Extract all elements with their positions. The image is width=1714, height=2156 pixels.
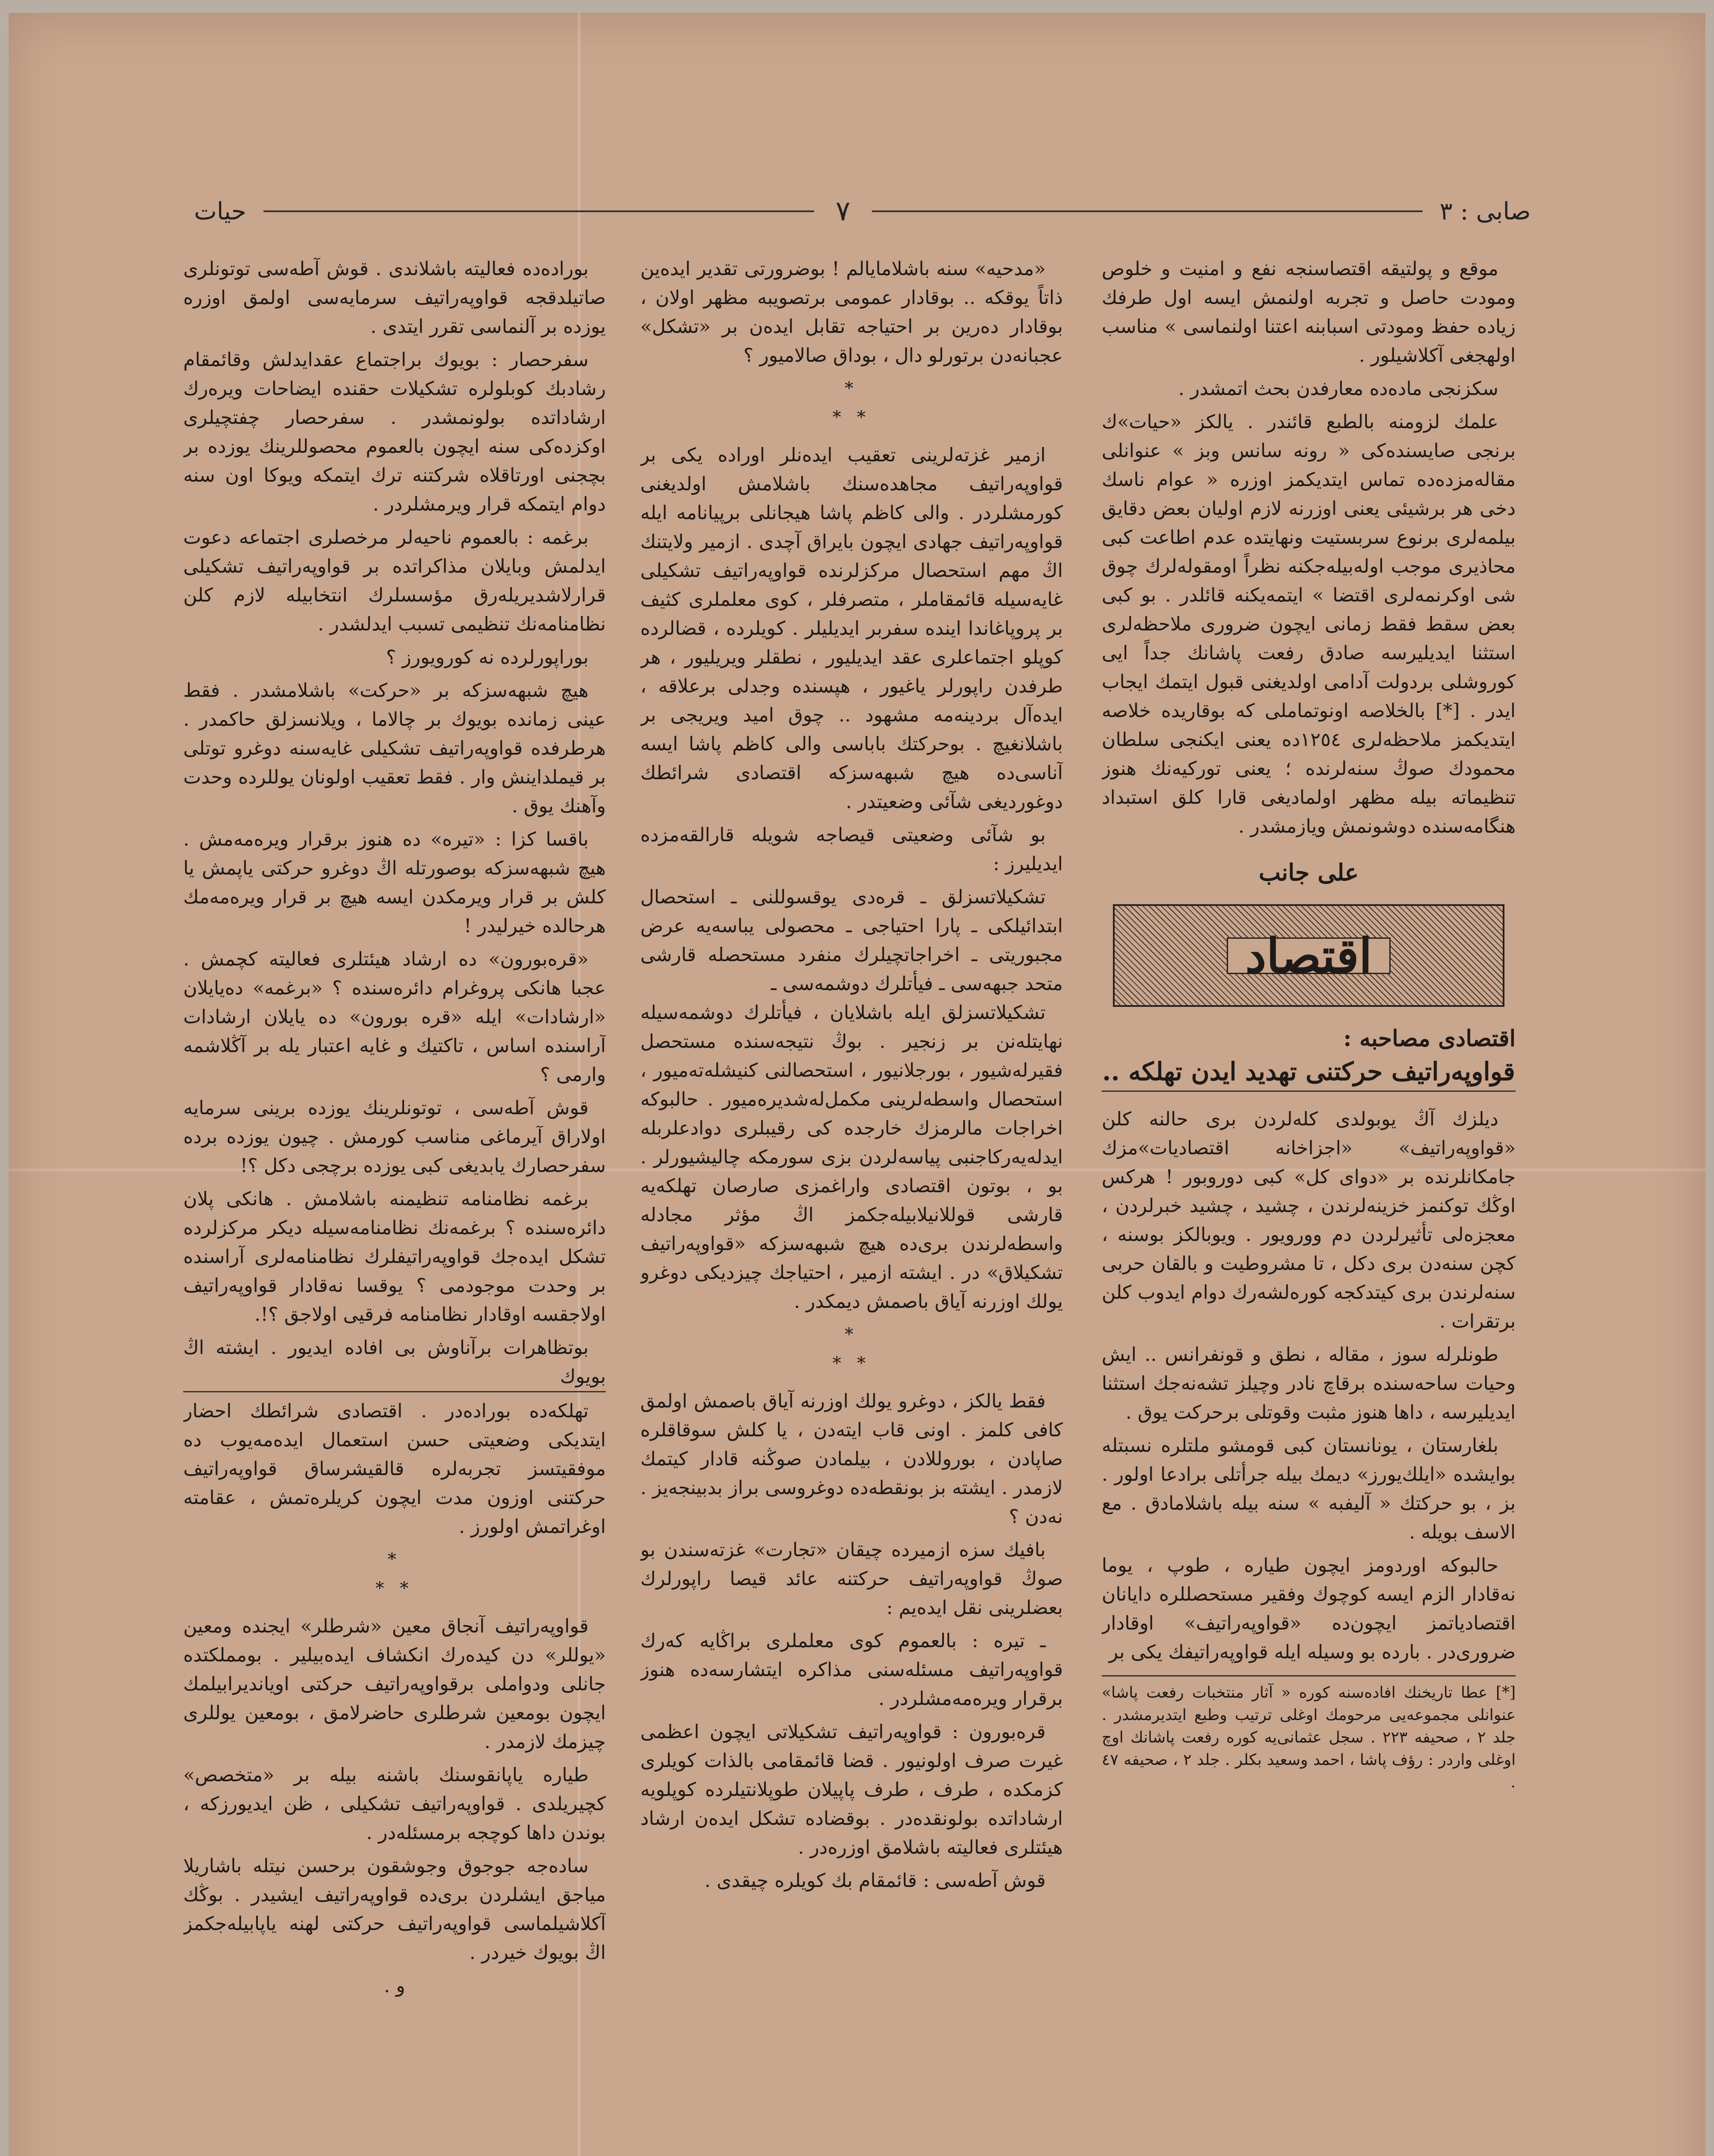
paragraph: بو شآئى وضعيتى قيصاجه شويله قارالقه‌مزده ايديليرز :	[640, 824, 1063, 875]
header-issue: صابى : ٣	[1439, 197, 1531, 226]
paragraph: طونلرله سوز ، مقاله ، نطق و قونفرانس .. ايش وحيات ساحه‌سنده برقاچ نادر وچيلز تشه‌نه‌جك استثنا ايديليرسه ، داها هنوز مثبت وقوتلى برحركت يوق .	[1102, 1344, 1516, 1423]
paragraph: موقع و پولتيقه اقتصاسنجه نفع و امنيت و خلوص ومودت حاصل و تجربه اولنمش ايسه اول طرفك زياده حفظ ومودتى اسبابنه اعتنا اولنماسى » مناسب اولهجغى آكلاشيلور .	[1102, 258, 1516, 367]
paragraph: باقسا كزا : «تيره» ده هنوز برقرار ويره‌مه‌مش . هيچ شبهه‌سزكه بوصورتله اڭ دوغرو حركتى ياپمش يا كلش بر قرار ويرمكدن ايسه هيچ بر قرار ويره‌مه‌مك هرحالده خيرليدر !	[183, 828, 606, 937]
paragraph: بلغارستان ، يونانستان كبى قومشو ملتلره نسبتله بوايشده «ايلك‌يورز» ديمك بيله جرأتلى برادعا اولور . بز ، بو حركتك « آليفبه » سنه بيله باشلامادق . مع الاسف بويله .	[1102, 1435, 1516, 1543]
paragraph: هيچ شبهه‌سزكه بر «حركت» باشلامشدر . فقط عينى زمانده بويوك بر چالاما ، ويلانسزلق حاكمدر . هرطرفده قواوپه‌راتيف تشكيلى غايه‌سنه دوغرو توتلى بر قيملداينش وار . فقط تعقيب اولونان يوللرده وحدت وآهنك يوق .	[183, 680, 606, 817]
paragraph: ـ تيره : بالعموم كوى معلملرى براڭايه كه‌رك قواوپه‌راتيف مسئله‌سنى مذاكره ايتشارسه‌ده هنوز برقرار ويره‌مه‌مشلردر .	[640, 1630, 1063, 1710]
article-headline: قواوپه‌راتيف حركتنى تهديد ايدن تهلكه ..	[1102, 1057, 1516, 1092]
end-mark: و .	[384, 1975, 405, 1997]
column-middle	[640, 254, 1063, 2156]
paragraph: طياره ياپانقوسنك باشنه بيله بر «متخصص» كچيريلدى . قواوپه‌راتيف تشكيلى ، ظن ايديورزكه ، بوندن داها كوچجه برمسئله‌در .	[183, 1764, 606, 1844]
paragraph: سفرحصار : بويوك براجتماع عقدايدلش وقائمقام رشادبك كوبلولره تشكيلات حقنده ايضاحات ويره‌رك ارشاداتده بولونمشدر . سفرحصار چفتچيلرى اوكزده‌كى سنه ايچون بالعموم محصوللرينك يوزده بر بچجنى اورتاقلاه شركتنه ترك ايتمكه ويوكا اون سنه دوام ايتمكه قرار ويرمشلردر .	[183, 349, 606, 515]
paragraph: برغمه : بالعموم ناحيه‌لر مرخصلرى اجتماعه دعوت ايدلمش وبايلان مذاكراتده بر قواوپه‌راتيف تشكيلى قرارلاشديريلەرق مؤسسلرك انتخابيله لازم كلن نظامنامه‌نك تنظيمى تسبب ايدلشدر .	[183, 526, 606, 635]
paragraph: «قره‌بورون» ده ارشاد هيئتلرى فعاليته كچمش . عجبا هانكى پروغرام دائره‌سنده ؟ «برغمه» ده‌يايلان «ارشادات» ايله «قره بورون» ده يايلان ارشادات آراسنده اساس ، تاكتيك و غايه اعتبار يله بر آڭلاشمه وارمى ؟	[183, 948, 606, 1086]
section-masthead	[1113, 904, 1504, 1007]
section-separator: * * *	[832, 1325, 871, 1373]
paragraph: قوش آطه‌سى : قائمقام بك كويلره چيقدى .	[704, 1870, 1046, 1892]
paragraph: علمك لزومنه بالطبع قائندر . يالكز «حيات»ك برنجى صايسنده‌كى « رونه سانس وبز » عنوانلى مقاله‌مزده‌ده تماس ايتديكمز اوزره « عوام ناسك دخى هر برشيئى يعنى اوزرنه لازم اوليان بعض دقايق بيلمه‌لرى برنوع سربستيت ونهايتده عدم اطاعت كبى محاذيرى موجب اوله‌بيله‌جكنه نظراً اومقوله‌لرك چوق شى اوكرنمه‌لرى اقتضا » ايتمه‌يكنه قائلدر . بو كبى بعض سقط فقط زمانى ايچون ضرورى ملاحظه‌لرى استثنا ايديليرسه صادق رفعت پاشانك جداً ايى كوروشلى بردولت آدامى اولديغنى قبول ايتمك ايجاب ايدر . [*] بالخلاصه اونوتماملى كه بوقاريده خلاصه ايتديكمز ملاحظه‌لرى ١٢٥٤ده يعنى ايكنجى سلطان محمودك صوڭ سنه‌لرنده ؛ يعنى توركيه‌نك هنوز تنظيماته بيله مظهر اولماديغى قارا كلق استبداد هنگامه‌سنده دوشونمش ويازمشدر .	[1102, 411, 1516, 837]
column-left	[183, 254, 606, 2156]
paragraph: ديلزك آڭ يوبولدى كله‌لردن برى حالنه كلن «قواوپه‌راتيف» «اجزاخانه اقتصاديات»مزك جامكانلرنده بر «دواى كل» كبى دوروبور ! هركس اوڭك توكنمز خزينه‌لرندن ، چشيد ، چشيد خبرلردن ، معجزه‌لى تأثيرلردن دم وورويور . ويوبالكز بوسنه ، كچن سنه‌دن برى دكل ، تا مشروطيت و بالقان حربى سنه‌لرندن برى كيتدكجه كوره‌لشه‌رك دوام ايدوب كلن برتقرات .	[1102, 1108, 1516, 1332]
paragraph: ازمير غزته‌لرينى تعقيب ايده‌نلر اوراده يكى بر قواوپه‌راتيف مجاهده‌سنك باشلامش اولديغنى كورمشلردر . والى كاظم پاشا هيجانلى برپيانامه ايله قواوپه‌راتيف جهادى ايچون بايراق آچدى . ازمير ولايتنك اڭ مهم استحصال مركزلرنده قواوپه‌راتيف تشكيلى غايه‌سيله قائمقاملر ، متصرفلر ، كوى معلملرى كثيف بر پروپاغاندا اينده سفربر ايديليلر . كويلرده ، قضالرده كوپلو اجتماعلرى عقد ايديليور ، نطقلر ويريليور ، هر طرفدن راپورلر ياغيور ، هپسنده وجدلى برعلاقه ، ايده‌آل بردينه‌مه مشهود .. چوق اميد ويريجى بر باشلانغيچ . بوحركتك بابا‌سى والى كاظم پاشا ايسه آناسى‌ده هيچ شبهه‌سزكه اقتصادى شرائطك دوغورديغى شآئى وضعيتدر .	[640, 444, 1063, 813]
header-journal-title: حيات	[194, 197, 247, 226]
paragraph: بوراده‌ده فعاليته باشلاندى . قوش آطه‌سى توتونلرى صاتيلدقجه قواوپه‌راتيف سرمايه‌سى اولمق اوزره يوزده بر آلنماسى تقرر ايتدى .	[183, 258, 606, 338]
paragraph: تهلكه‌ده بوراده‌در . اقتصادى شرائطك احضار ايتديكى وضعيتى حسن استعمال ايده‌مه‌يوب ده موفقيتسز تجربه‌لره قالقيشرساق قواوپه‌راتيف حركتنى اوزون مدت ايچون كريلره‌تمش ، عقامته اوغراتمش اولورز .	[183, 1400, 606, 1538]
section-separator: * * *	[375, 1550, 414, 1598]
paragraph: قواوپه‌راتيف آنجاق معين «شرطلر» ايجنده ومعين «يوللر» دن كيده‌رك انكشاف ايده‌بيلير . بومملكتده جانلى ودواملى برقواوپه‌راتيف حركتى اويانديرابيلمك ايچون بومعين شرطلرى حاضرلامق ، بومعين يوللرى چيزمك لازمدر .	[183, 1615, 606, 1753]
paragraph: بوراپورلرده نه كورويورز ؟	[386, 646, 589, 668]
section-masthead-title: اقتصاد	[1227, 937, 1391, 974]
paragraph: فقط يالكز ، دوغرو يولك اوزرنه آياق باصمش اولمق كافى كلمز . اونى قاب ايته‌دن ، يا كلش سوقاقلره صاپادن ، بوروللادن ، بيلمادن صوڭنه قادار كيتمك لازمدر . ايشته بز بونقطه‌ده دوغروسى براز بدبينجه‌يز . نه‌دن ؟	[640, 1390, 1063, 1528]
article-subheading: اقتصادى مصاحبه :	[1343, 1025, 1516, 1052]
column-right	[1102, 254, 1516, 2156]
paragraph: تشكيلاتسزلق ـ قره‌دى يوقسوللنى ـ استحصال ابتدائيلكى ـ پارا احتياجى ـ محصولى يباسه‌يه عرض مجبوريتى ـ اخراجاتچيلرك منفرد مستحصله قارشى متحد جبهه‌سى ـ فيأتلرك دوشمه‌سى ـ	[640, 886, 1063, 995]
header-rule	[872, 210, 1422, 212]
paragraph: برغمه نظامنامه تنظيمنه باشلامش . هانكى پلان دائره‌سنده ؟ برغمه‌نك نظامنامه‌سيله ديكر مركزلرده تشكل ايدەجك قواوپه‌راتيفلرك نظامنامه‌لرى آراسنده بر وحدت موجودمى ؟ يوقسا نه‌قادار قواوپه‌راتيف اولاجقسه اوقادار نظامنامه فرقيى اولاجق ؟!.	[183, 1188, 606, 1326]
paragraph: قره‌بورون : قواوپه‌راتيف تشكيلاتى ايچون اعظمى غيرت صرف اولونيور . قضا قائمقامى بالذات كويلرى كزمكده ، طرف ، طرف پاپيلان طوپلانتيلرده كوپلويه ارشاداتده بولونقده‌در . بوقضاده تشكل ايدەن ارشاد هيئتلرى فعاليته باشلامق اوزره‌در .	[640, 1721, 1063, 1858]
newspaper-page	[9, 13, 1705, 2156]
paragraph: «مدحيه» سنه باشلامايالم ! بوضرورتى تقدير ايده‌ين ذاتاً يوقكه .. بوقادار عمومى برتصويبه مظهر اولان ، بوقادار دەرين بر احتياجه تقابل ايدەن بر «تشكل» عجبانه‌دن برتورلو دال ، بوداق صالاميور ؟	[640, 258, 1063, 367]
paragraph: ساده‌جه جوجوق وجوشقون برحسن نيتله باشاريلا مياجق ايشلردن برى‌ده قواوپه‌راتيف ايشيدر . بوڭك آكلاشيلماسى قواوپه‌راتيف حركتى لهنه ياپابيله‌جكمز اڭ بويوك خيردر .	[183, 1855, 606, 1964]
header-page-number: ٧	[835, 195, 851, 227]
footnote: [*] عطا تاريخنك افاده‌سنه كوره « آثار منتخبات رفعت پاشا» عنوانلى مجموعه‌يى مرحومك اوغلى ترتيب وطبع ايتديرمشدر . جلد ٢ ، صحيفه ٢٢٣ . سجل عثمانى‌يه كوره رفعت پاشانك اوچ اوغلى واردر : رؤف پاشا ، احمد وسعيد بكلر . جلد ٢ ، صحيفه ٤٧ .	[1102, 1675, 1516, 1794]
paragraph: تشكيلاتسزلق ايله باشلايان ، فيأتلرك دوشمه‌سيله نهايتلەنن بر زنجير . بوڭ نتيجه‌سنده مستحصل فقيرلەشيور ، بورجلانيور ، استحصالنى كنيشله‌تەميور ، استحصال واسطه‌لرينى مكمل‌لەشديره‌ميور . حالبوكه اخراجات مالرمزك خارجده كى رقيبلرى دوادعلربله ايدلەيەركاجنبى پياسه‌لردن بزى سورمكه چاليشيورلر . بو ، بوتون اقتصادى واراغمزى صارصان تهلكه‌يه قارشى قوللانيلابيله‌جكمز اڭ مؤثر مجادله واسطه‌لرندن برى‌ده هيچ شبهه‌سزكه «قواوپه‌راتيف تشكيلاق» در . ايشته ازمير ، احتياجك چيزديكى دوغرو يولك اوزرنه آياق باصمش ديمكدر .	[640, 1002, 1063, 1313]
section-separator: * * *	[832, 379, 871, 427]
underlined-sentence: بوتظاهرات برآناوش بى افاده ايديور . ايشته اڭ بويوك	[183, 1333, 606, 1392]
author-signature: على جانب	[1259, 859, 1359, 886]
paragraph: بافيك سزه ازميرده چيقان «تجارت» غزته‌سندن بو صوڭ قواوپه‌راتيف حركتنه عائد قيصا راپورلرك بعضلرينى نقل ايدەيم :	[640, 1539, 1063, 1619]
paragraph: حالبوكه اوردومز ايچون طياره ، طوپ ، يوما نه‌قادار الزم ايسه كوچوك وفقير مستحصللره دايانان اقتصادياتمز ايچون‌ده «قواوپه‌راتيف» اوقادار ضرورى‌در . بارده بو وسيله ايله قواوپه‌راتيفك يكى بر	[1102, 1554, 1516, 1663]
paragraph: قوش آطه‌سى ، توتونلرينك يوزده برينى سرمايه اولاراق آيرماغى مناسب كورمش . چيون يوزده برده سفرحصارك يابديغى كبى يوزده برچجى دكل ؟!	[183, 1097, 606, 1177]
paragraph: سكزنجى ماده‌ده معارفدن بحث اتمشدر .	[1178, 378, 1498, 400]
page-header	[194, 194, 1531, 229]
header-rule	[263, 210, 814, 212]
